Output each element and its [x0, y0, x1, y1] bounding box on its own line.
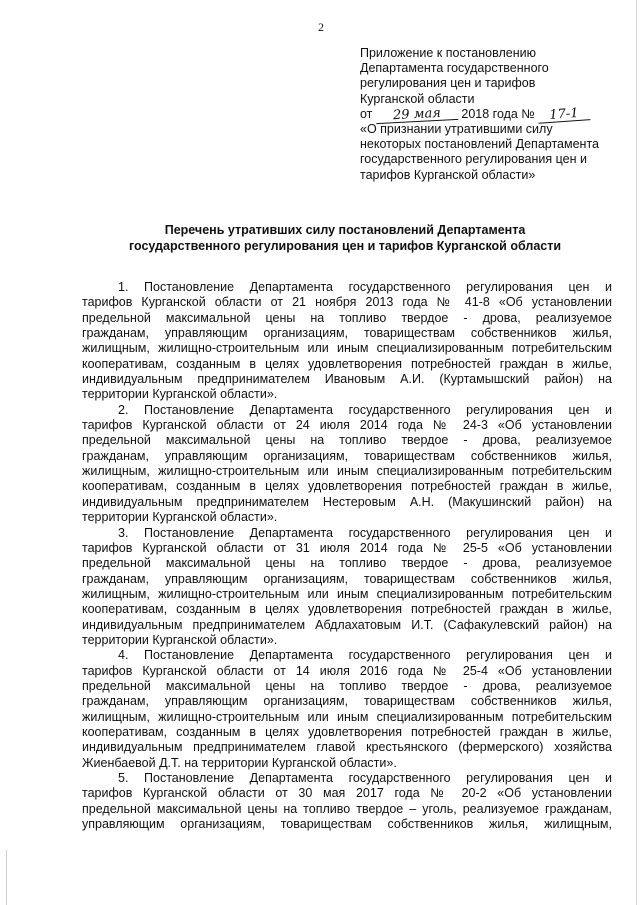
resolution-line: индивидуальным предпринимателем Ивановым А.И. (Куртамышский район) на — [82, 372, 612, 387]
resolution-line: жилищным, жилищно-строительным или иным специализированным потребительским — [82, 586, 612, 601]
appendix-block — [360, 46, 622, 183]
page-number: 2 — [318, 20, 324, 34]
appendix-date-line — [360, 107, 622, 122]
resolution-line: территории Курганской области». — [82, 632, 278, 647]
resolution-item — [82, 648, 612, 771]
resolution-item — [82, 280, 612, 403]
resolution-line: кооперативам, созданным в целях удовлетворения потребностей граждан в жилье, — [82, 356, 612, 371]
appendix-line: Курганской области — [360, 91, 475, 106]
resolution-line: тарифов Курганской области от 31 июля 2014 года № 25-5 «Об установлении — [82, 540, 612, 555]
resolution-line: тарифов Курганской области от 21 ноября 2013 года № 41-8 «Об установлении — [82, 295, 612, 310]
appendix-title-line: государственного регулирования цен и — [360, 152, 587, 167]
resolution-line: кооперативам, созданным в целях удовлетворения потребностей граждан в жилье, — [82, 602, 612, 617]
resolution-line: индивидуальным предпринимателем главой крестьянского (фермерского) хозяйства — [82, 740, 612, 755]
appendix-line: Департамента государственного — [360, 61, 549, 76]
scan-mark — [6, 850, 7, 905]
resolution-line: 1. Постановление Департамента государственного регулирования цен и — [118, 280, 612, 294]
resolution-line: 3. Постановление Департамента государственного регулирования цен и — [118, 525, 612, 540]
resolutions-list — [82, 280, 612, 832]
resolution-item — [82, 526, 612, 649]
appendix-title-line: некоторых постановлений Департамента — [360, 137, 599, 152]
resolution-line: тарифов Курганской области от 30 мая 2017 года № 20-2 «Об установлении — [82, 786, 612, 801]
resolution-line: предельной максимальной цены на топливо твердое - дрова, реализуемое — [82, 433, 612, 448]
resolution-line: гражданам, управляющим организациям, товариществам собственников жилья, — [82, 571, 612, 586]
resolution-line: предельной максимальной цены на топливо твердое – уголь, реализуемое гражданам, — [82, 801, 612, 816]
appendix-line: Приложение к постановлению — [360, 46, 536, 60]
heading-line-1: Перечень утративших силу постановлений Департамента — [164, 223, 526, 237]
handwritten-number: 17-1 — [538, 106, 591, 124]
appendix-line: регулирования цен и тарифов — [360, 76, 536, 91]
resolution-line: предельной максимальной цены на топливо твердое - дрова, реализуемое — [82, 556, 612, 571]
document-heading — [80, 222, 610, 254]
resolution-line: территории Курганской области». — [82, 387, 278, 402]
resolution-line: предельной максимальной цены на топливо твердое - дрова, реализуемое — [82, 678, 612, 693]
resolution-line: 5. Постановление Департамента государственного регулирования цен и — [118, 771, 612, 785]
resolution-line: Жиенбаевой Д.Т. на территории Курганской области». — [82, 755, 397, 770]
resolution-line: 2. Постановление Департамента государственного регулирования цен и — [118, 402, 612, 417]
year-text: 2018 года № — [461, 106, 535, 121]
resolution-line: гражданам, управляющим организациям, товариществам собственников жилья, — [82, 326, 612, 341]
appendix-title-line: «О признании утратившими силу — [360, 122, 553, 137]
resolution-line: гражданам, управляющим организациям, товариществам собственников жилья, — [82, 694, 612, 709]
resolution-line: управляющим организациям, товариществам собственников жилья, жилищным, — [82, 817, 612, 832]
resolution-line: тарифов Курганской области от 24 июля 2014 года № 24-3 «Об установлении — [82, 418, 612, 433]
resolution-item — [82, 403, 612, 526]
resolution-item — [82, 771, 612, 832]
date-prefix: от — [360, 106, 373, 121]
resolution-line: предельной максимальной цены на топливо твердое - дрова, реализуемое — [82, 310, 612, 325]
resolution-line: гражданам, управляющим организациям, товариществам собственников жилья, — [82, 448, 612, 463]
scan-edge — [636, 0, 637, 905]
resolution-line: жилищным, жилищно-строительным или иным специализированным потребительским — [82, 341, 612, 356]
resolution-line: 4. Постановление Департамента государственного регулирования цен и — [118, 648, 612, 663]
appendix-title-line: тарифов Курганской области» — [360, 167, 536, 182]
resolution-line: кооперативам, созданным в целях удовлетворения потребностей граждан в жилье, — [82, 724, 612, 739]
handwritten-date: 29 мая — [376, 106, 459, 124]
heading-line-2: государственного регулирования цен и тарифов Курганской области — [128, 239, 562, 253]
resolution-line: индивидуальным предпринимателем Нестеровым А.Н. (Макушинский район) на — [82, 494, 612, 509]
resolution-line: тарифов Курганской области от 14 июля 2016 года № 25-4 «Об установлении — [82, 663, 612, 678]
resolution-line: территории Курганской области». — [82, 510, 278, 525]
resolution-line: жилищным, жилищно-строительным или иным специализированным потребительским — [82, 464, 612, 479]
resolution-line: кооперативам, созданным в целях удовлетворения потребностей граждан в жилье, — [82, 479, 612, 494]
resolution-line: жилищным, жилищно-строительным или иным специализированным потребительским — [82, 709, 612, 724]
resolution-line: индивидуальным предпринимателем Абдлахатовым И.Т. (Сафакулевский район) на — [82, 617, 612, 632]
